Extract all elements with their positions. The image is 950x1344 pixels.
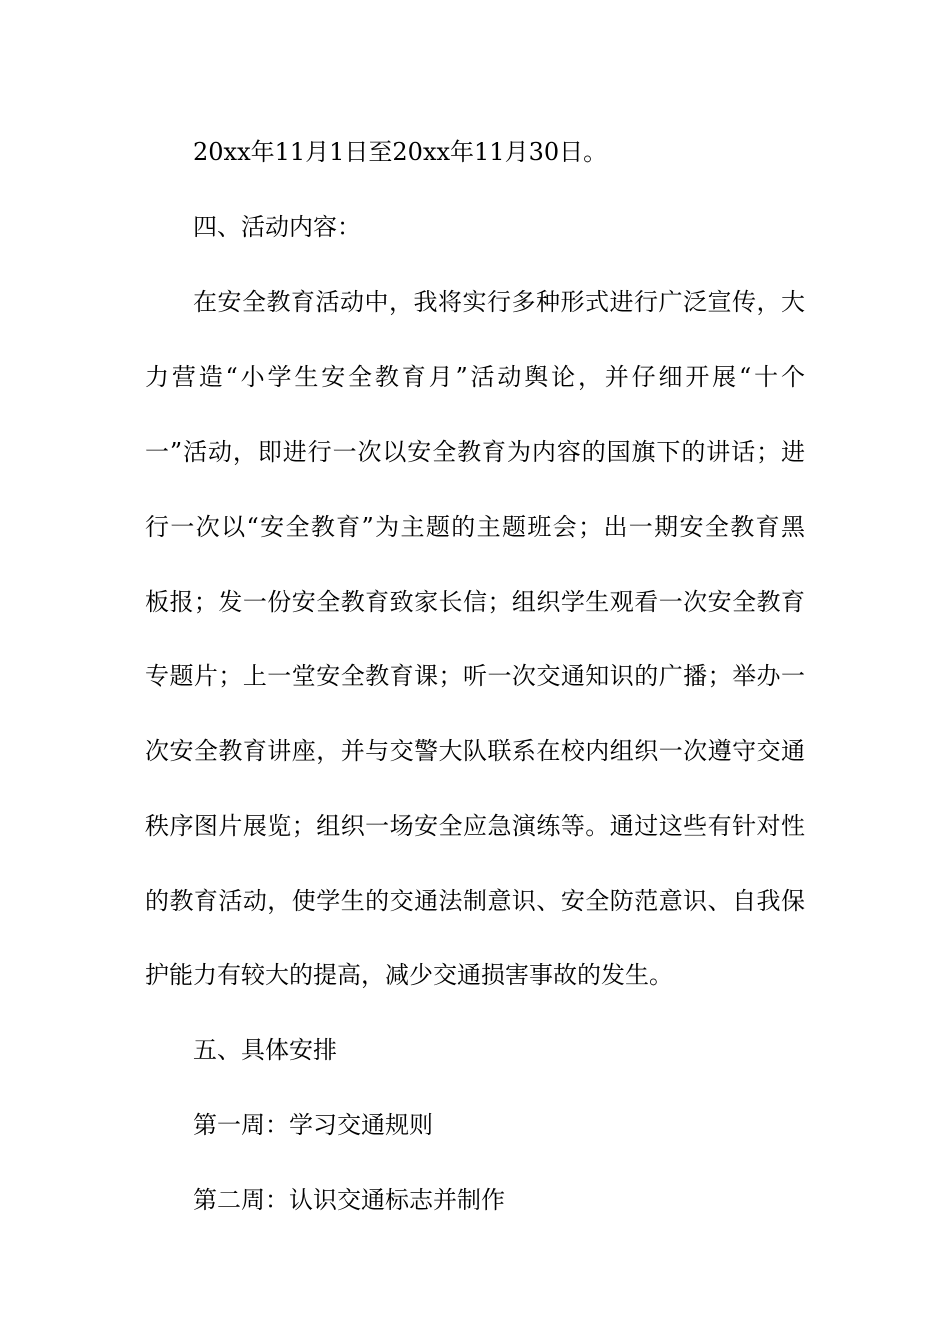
paragraph-line: 秩序图片展览；组织一场安全应急演练等。通过这些有针对性: [145, 812, 805, 840]
date-range-line: 20xx年11月1日至20xx年11月30日。: [193, 138, 608, 166]
paragraph-line: 一”活动，即进行一次以安全教育为内容的国旗下的讲话；进: [145, 438, 805, 466]
paragraph-line-last: 护能力有较大的提高，减少交通损害事故的发生。: [145, 961, 673, 989]
paragraph-line: 专题片；上一堂安全教育课；听一次交通知识的广播；举办一: [145, 662, 805, 690]
paragraph-line: 在安全教育活动中，我将实行多种形式进行广泛宣传，大: [193, 288, 805, 316]
paragraph-line: 的教育活动，使学生的交通法制意识、安全防范意识、自我保: [145, 887, 805, 915]
section-heading-activity-content: 四、活动内容：: [193, 213, 361, 241]
schedule-week-1: 第一周：学习交通规则: [193, 1111, 433, 1139]
paragraph-line: 次安全教育讲座，并与交警大队联系在校内组织一次遵守交通: [145, 737, 805, 765]
paragraph-line: 行一次以“安全教育”为主题的主题班会；出一期安全教育黑: [145, 513, 805, 541]
schedule-week-2: 第二周：认识交通标志并制作: [193, 1186, 505, 1214]
section-heading-schedule: 五、具体安排: [193, 1036, 337, 1064]
paragraph-line: 板报；发一份安全教育致家长信；组织学生观看一次安全教育: [145, 588, 805, 616]
paragraph-line: 力营造“小学生安全教育月”活动舆论，并仔细开展“十个: [145, 363, 805, 391]
